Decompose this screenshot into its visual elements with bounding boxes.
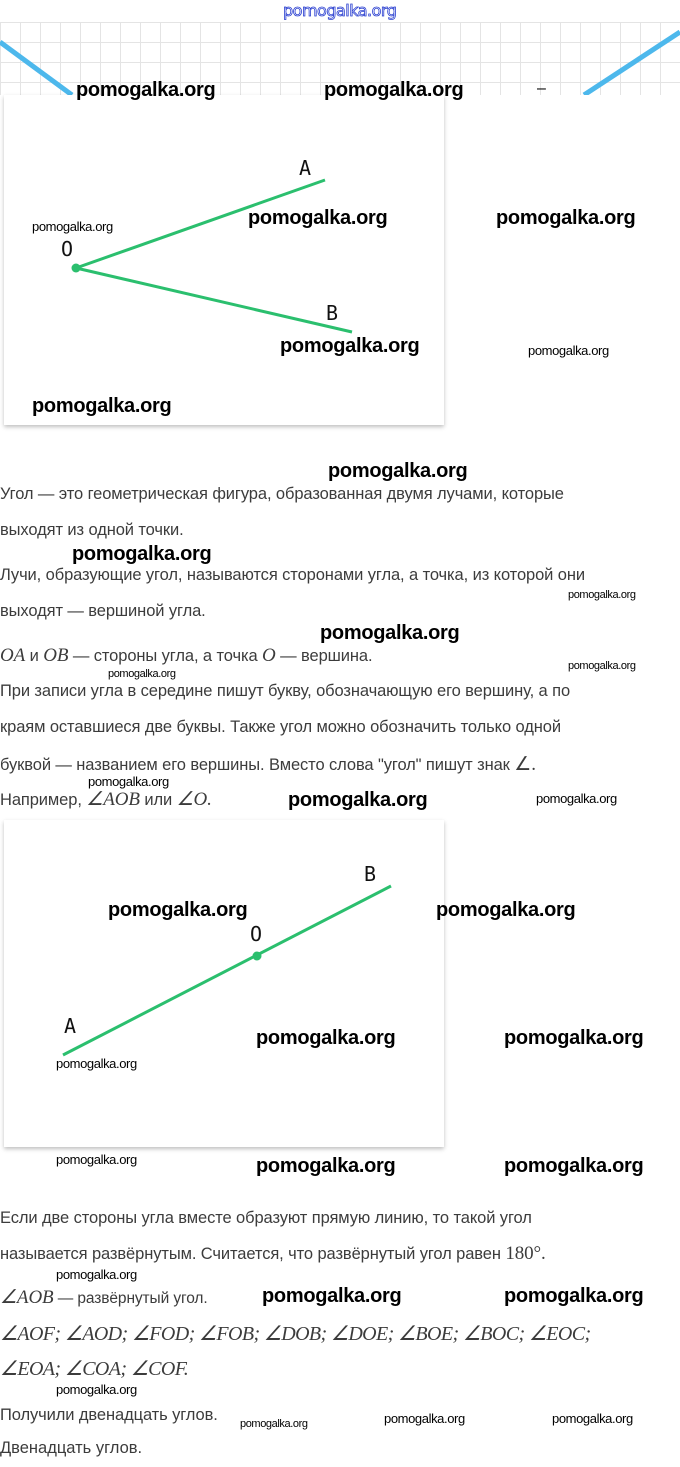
paragraph-line: Угол — это геометрическая фигура, образованная двумя лучами, которые xyxy=(0,485,564,503)
vertex-point xyxy=(253,952,262,961)
paragraph-line: Лучи, образующие угол, называются сторонами угла, а точка, из которой они xyxy=(0,566,585,584)
watermark: pomogalka.org xyxy=(536,791,617,806)
label-a: A xyxy=(64,1014,77,1038)
math: OA xyxy=(0,645,26,666)
header-dash: – xyxy=(537,80,546,97)
watermark: pomogalka.org xyxy=(324,79,464,101)
watermark: pomogalka.org xyxy=(568,660,636,672)
ray-ob xyxy=(76,268,352,332)
text: — стороны угла, а точка xyxy=(68,647,263,665)
site-title[interactable]: pomogalka.org xyxy=(283,1,397,20)
math: ∠. xyxy=(514,754,536,775)
watermark: pomogalka.org xyxy=(56,1152,137,1167)
watermark: pomogalka.org xyxy=(32,395,172,417)
watermark: pomogalka.org xyxy=(56,1267,137,1282)
text: или xyxy=(139,791,177,809)
figure-angle-aob xyxy=(4,95,444,425)
text: — развёрнутый угол. xyxy=(53,1290,208,1307)
paragraph-line: выходят — вершиной угла. xyxy=(0,602,206,620)
watermark: pomogalka.org xyxy=(320,622,460,644)
label-b: B xyxy=(364,862,377,886)
text: называется развёрнутым. Считается, что развёрнутый угол равен xyxy=(0,1245,506,1263)
watermark: pomogalka.org xyxy=(240,1418,308,1430)
text: буквой — названием его вершины. Вместо слова "угол" пишут знак xyxy=(0,756,515,774)
math: ∠AOB xyxy=(86,789,140,810)
paragraph-line xyxy=(0,1286,208,1309)
watermark: pomogalka.org xyxy=(328,460,468,482)
label-o: O xyxy=(250,922,263,946)
text: Например, xyxy=(0,791,87,809)
paragraph-line: Получили двенадцать углов. xyxy=(0,1406,218,1424)
watermark: pomogalka.org xyxy=(288,789,428,811)
label-b: B xyxy=(326,301,339,325)
watermark: pomogalka.org xyxy=(108,668,176,680)
angles-list: ∠AOF; ∠AOD; ∠FOD; ∠FOB; ∠DOB; ∠DOE; ∠BOE; ∠BOC; ∠EOC; xyxy=(0,1323,591,1345)
watermark: pomogalka.org xyxy=(108,899,248,921)
vertex-point xyxy=(72,264,81,273)
watermark: pomogalka.org xyxy=(384,1411,465,1426)
paragraph-line xyxy=(0,645,372,667)
header-right-stroke xyxy=(584,32,680,95)
answer-text: Двенадцать углов. xyxy=(0,1439,143,1457)
watermark: pomogalka.org xyxy=(504,1155,644,1177)
text: и xyxy=(25,647,44,665)
watermark: pomogalka.org xyxy=(280,335,420,357)
math: 180°. xyxy=(505,1243,546,1264)
math: ∠AOB xyxy=(0,1287,54,1308)
paragraph-line: При записи угла в середине пишут букву, обозначающую его вершину, а по xyxy=(0,682,571,700)
watermark: pomogalka.org xyxy=(496,207,636,229)
header-left-stroke xyxy=(0,42,72,95)
math: OB xyxy=(43,645,69,666)
math: O xyxy=(262,645,276,666)
watermark: pomogalka.org xyxy=(32,219,113,234)
watermark: pomogalka.org xyxy=(256,1027,396,1049)
watermark: pomogalka.org xyxy=(88,774,169,789)
label-a: A xyxy=(299,156,312,180)
watermark: pomogalka.org xyxy=(56,1382,137,1397)
paragraph-line: краям оставшиеся две буквы. Также угол можно обозначить только одной xyxy=(0,718,561,736)
paragraph-line xyxy=(0,1243,546,1265)
paragraph-line: Если две стороны угла вместе образуют прямую линию, то такой угол xyxy=(0,1209,532,1227)
watermark: pomogalka.org xyxy=(256,1155,396,1177)
paragraph-line xyxy=(0,788,212,811)
watermark: pomogalka.org xyxy=(56,1056,137,1071)
watermark: pomogalka.org xyxy=(262,1285,402,1307)
figure-straight-angle xyxy=(4,820,444,1147)
watermark: pomogalka.org xyxy=(248,207,388,229)
watermark: pomogalka.org xyxy=(504,1027,644,1049)
straight-angle-diagram xyxy=(4,820,444,1147)
watermark: pomogalka.org xyxy=(504,1285,644,1307)
watermark: pomogalka.org xyxy=(552,1411,633,1426)
paragraph-line xyxy=(0,753,536,776)
paragraph-line: выходят из одной точки. xyxy=(0,521,184,539)
answer-box xyxy=(0,1432,680,1467)
watermark: pomogalka.org xyxy=(72,543,212,565)
watermark: pomogalka.org xyxy=(436,899,576,921)
watermark: pomogalka.org xyxy=(528,343,609,358)
angle-diagram xyxy=(4,95,444,425)
angles-list: ∠EOA; ∠COA; ∠COF. xyxy=(0,1358,189,1380)
label-o: O xyxy=(61,237,74,261)
math: ∠O. xyxy=(176,789,212,810)
text: — вершина. xyxy=(275,647,373,665)
watermark: pomogalka.org xyxy=(568,589,636,601)
watermark: pomogalka.org xyxy=(76,79,216,101)
